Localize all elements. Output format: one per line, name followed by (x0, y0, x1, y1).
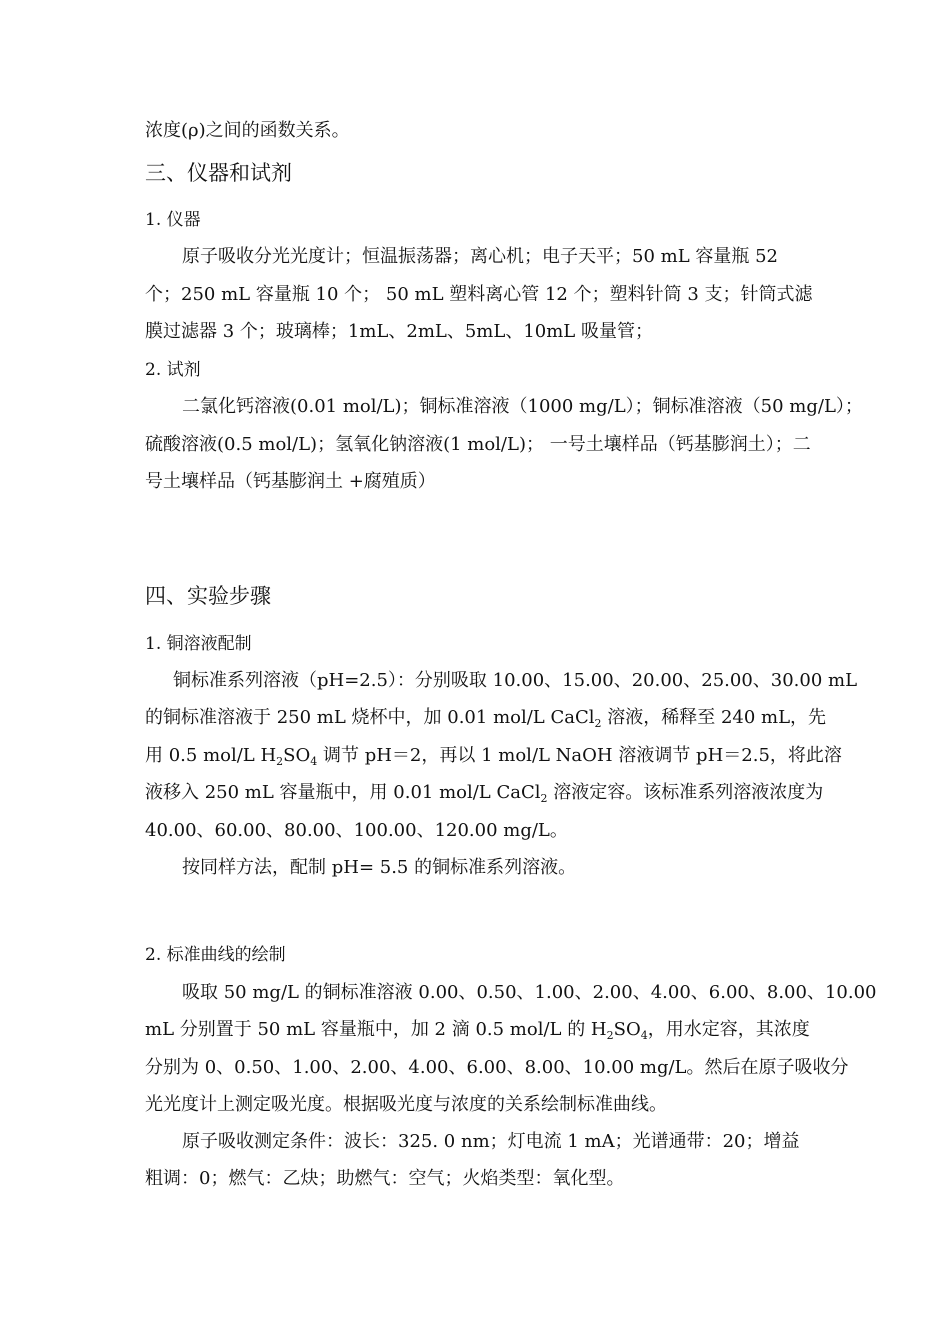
reagents-line-2: 硫酸溶液(0.5 mol/L)；氢氧化钠溶液(1 mol/L)； 一号土壤样品（钙基膨润土）；二 (145, 434, 811, 455)
instruments-line-1: 原子吸收分光光度计；恒温振荡器；离心机；电子天平；50 mL 容量瓶 52 (182, 246, 778, 267)
aas-conditions-line-2: 粗调：0；燃气：乙炔；助燃气：空气；火焰类型：氧化型。 (145, 1168, 625, 1189)
section-4-1-title: 1. 铜溶液配制 (145, 634, 252, 654)
copper-prep-line-5: 40.00、60.00、80.00、100.00、120.00 mg/L。 (145, 820, 568, 841)
curve-line-3: 分别为 0、0.50、1.00、2.00、4.00、6.00、8.00、10.00 mg/L。然后在原子吸收分 (145, 1057, 849, 1078)
instruments-line-2: 个；250 mL 容量瓶 10 个； 50 mL 塑料离心管 12 个；塑料针筒 3 支；针筒式滤 (145, 284, 813, 305)
section-4-2-title: 2. 标准曲线的绘制 (145, 945, 286, 965)
curve-line-2: mL 分别置于 50 mL 容量瓶中，加 2 滴 0.5 mol/L 的 $H_2SO_4$，用水定容，其浓度 (145, 1019, 810, 1042)
instruments-line-3: 膜过滤器 3 个；玻璃棒；1mL、2mL、5mL、10mL 吸量管； (145, 321, 653, 342)
section-3-1-title: 1. 仪器 (145, 210, 201, 230)
reagents-line-1: 二氯化钙溶液(0.01 mol/L)；铜标准溶液（1000 mg/L）；铜标准溶液（50 mg/L）； (182, 396, 863, 417)
intro-text: 浓度(ρ)之间的函数关系。 (145, 120, 350, 141)
curve-line-4: 光光度计上测定吸光度。根据吸光度与浓度的关系绘制标准曲线。 (145, 1094, 667, 1115)
curve-line-1: 吸取 50 mg/L 的铜标准溶液 0.00、0.50、1.00、2.00、4.00、6.00、8.00、10.00 (182, 982, 877, 1003)
copper-prep-line-4: 液移入 250 mL 容量瓶中，用 0.01 mol/L CaCl$_2$ 溶液定容。该标准系列溶液浓度为 (145, 782, 824, 805)
copper-prep-ph55: 按同样方法，配制 pH= 5.5 的铜标准系列溶液。 (182, 857, 577, 878)
aas-conditions-line-1: 原子吸收测定条件：波长：325. 0 nm；灯电流 1 mA；光谱通带：20；增益 (182, 1131, 800, 1152)
section-3-2-title: 2. 试剂 (145, 360, 201, 380)
reagents-line-3: 号土壤样品（钙基膨润土 +腐殖质） (145, 471, 436, 492)
copper-prep-line-2: 的铜标准溶液于 250 mL 烧杯中，加 0.01 mol/L CaCl$_2$ 溶液，稀释至 240 mL，先 (145, 707, 827, 730)
copper-prep-line-1: 铜标准系列溶液（pH=2.5）：分别吸取 10.00、15.00、20.00、25.00、30.00 mL (173, 670, 858, 691)
section-4-heading: 四、实验步骤 (145, 584, 271, 608)
section-3-heading: 三、仪器和试剂 (145, 161, 292, 185)
copper-prep-line-3: 用 0.5 mol/L $H_2SO_4$ 调节 pH＝2，再以 1 mol/L NaOH 溶液调节 pH＝2.5，将此溶 (145, 745, 842, 768)
